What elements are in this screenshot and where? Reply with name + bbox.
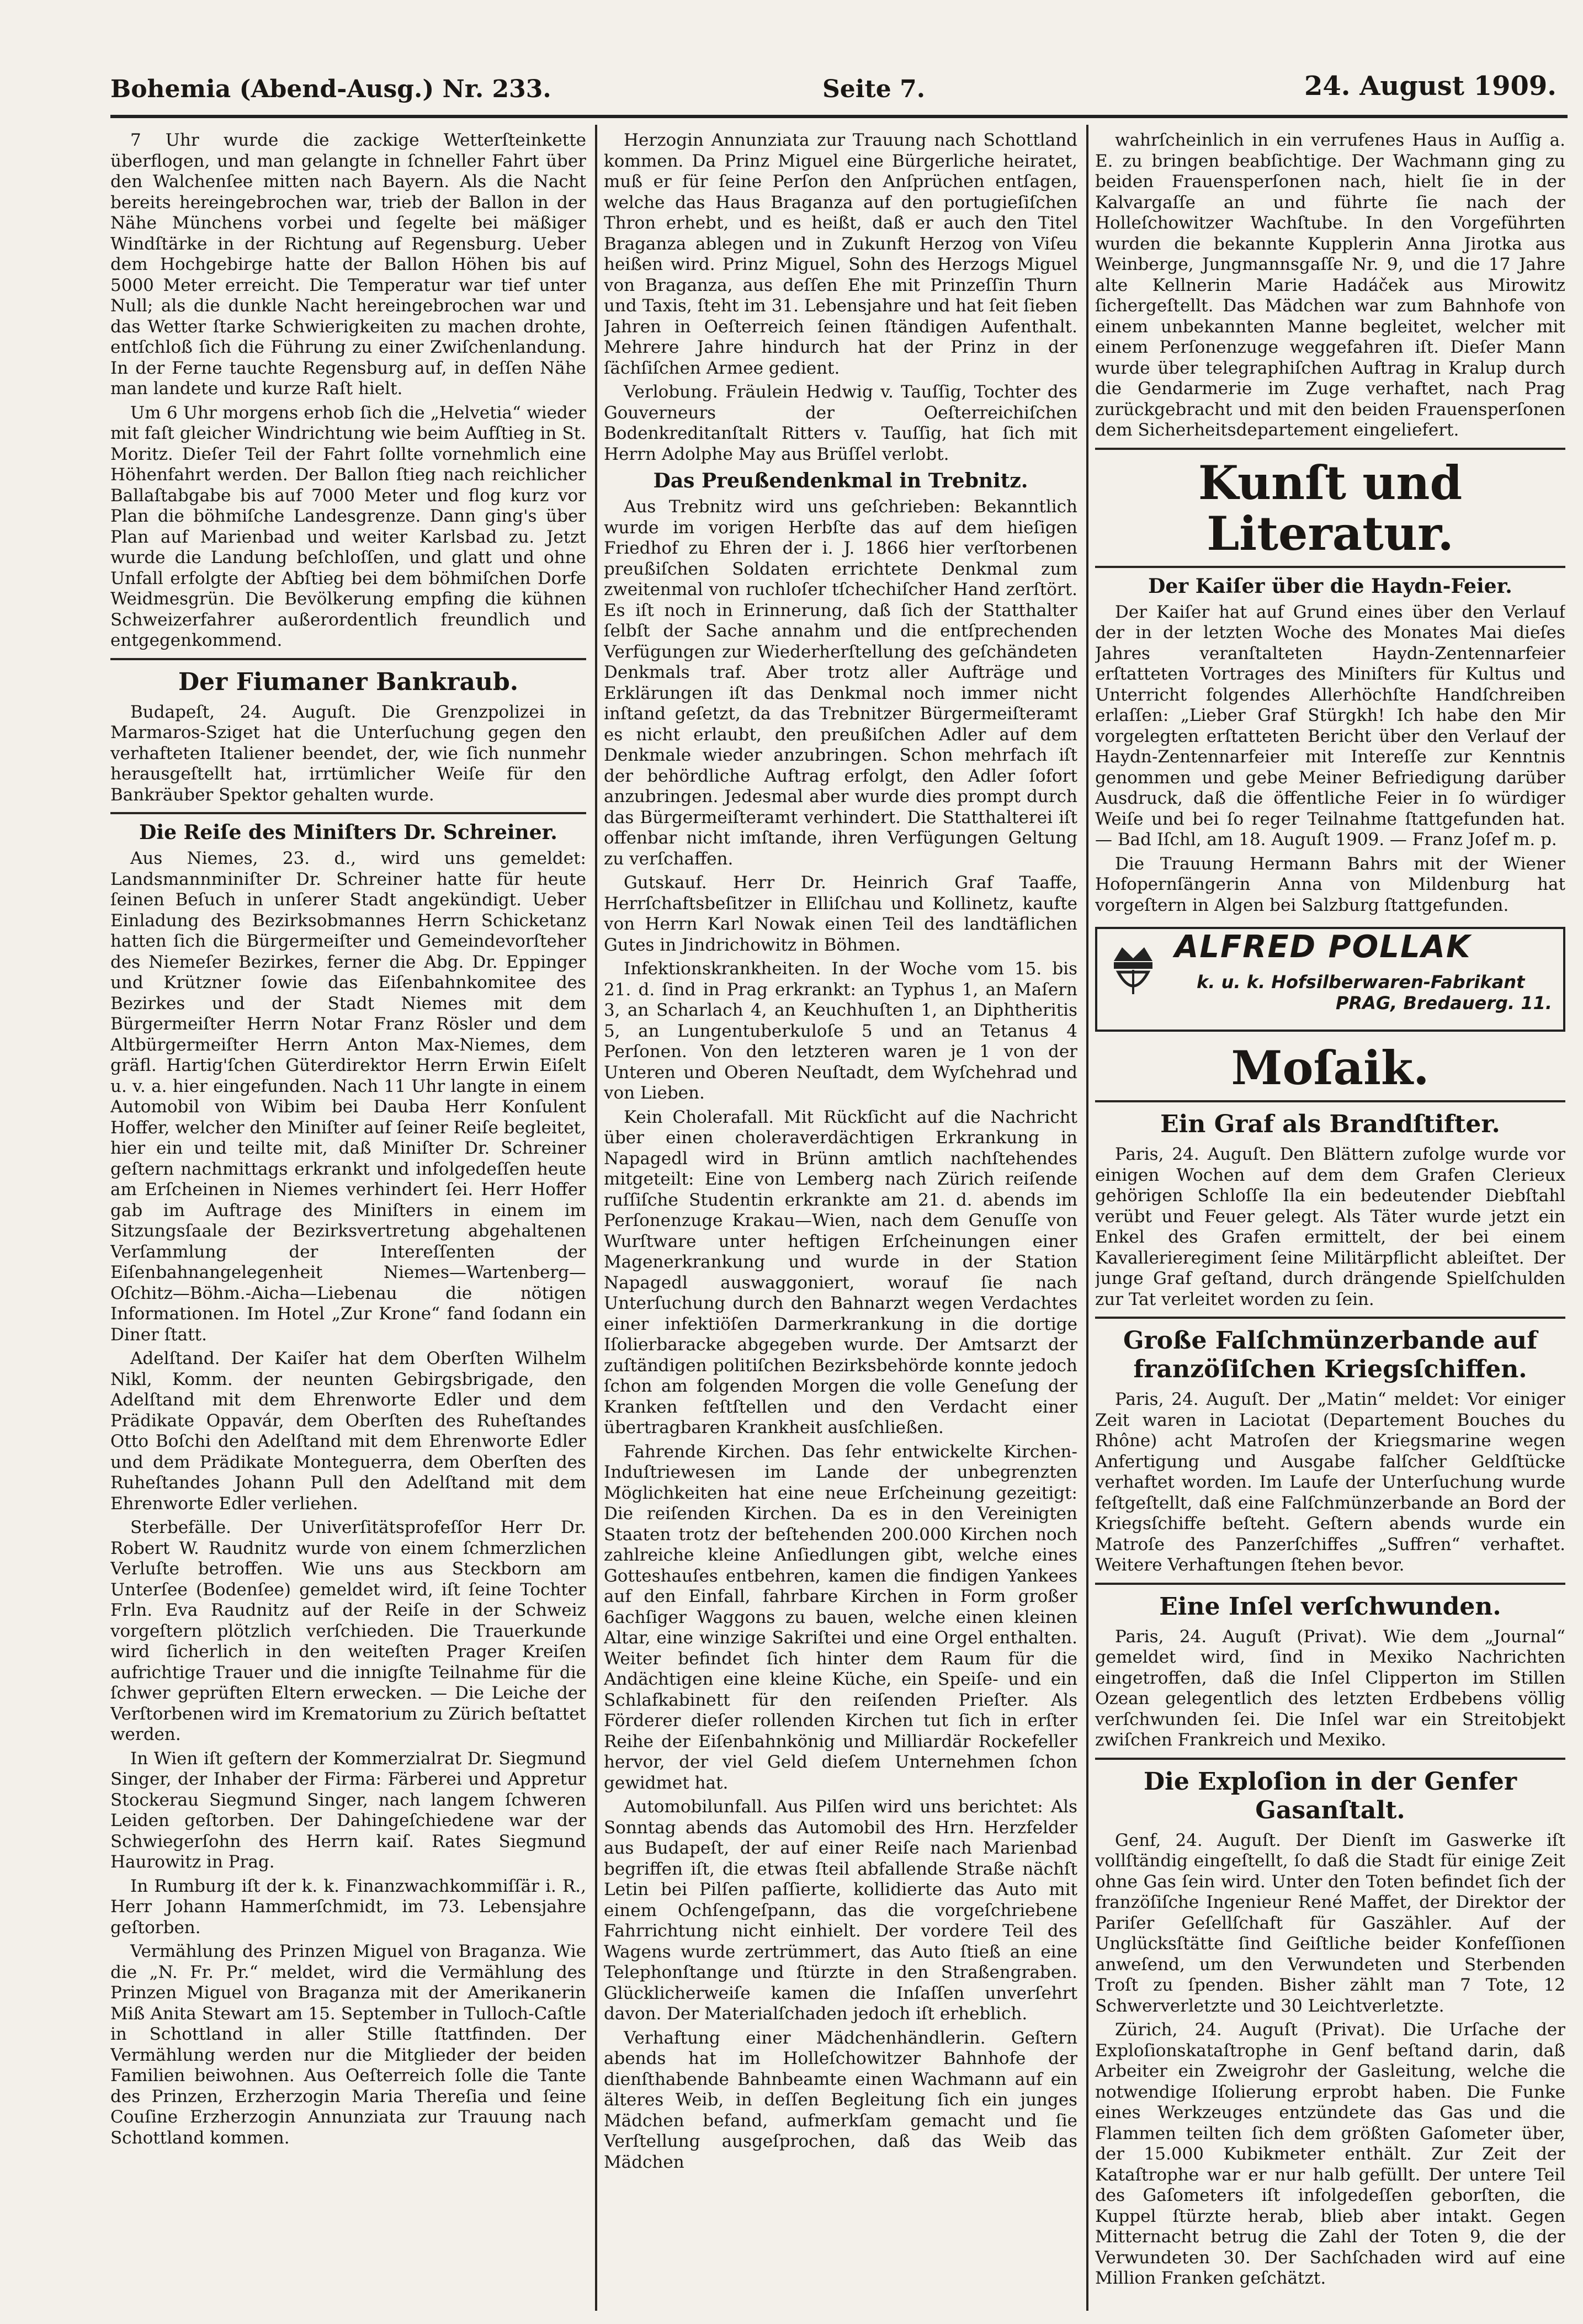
headline-graf-brandstifter: Ein Graf als Brandſtifter. bbox=[1160, 1110, 1500, 1138]
headline-preussendenkmal: Das Preußendenkmal in Trebnitz. bbox=[653, 469, 1028, 492]
article-minister-reise: Aus Niemes, 23. d., wird uns gemeldet: Landsmannminiſter Dr. Schreiner hatte für heute ſeinen Beſuch in unſerer Stadt angekündigt. Ueber Einladung des Bezirksobmannes Herrn Schicketanz hatten ſich die Bürgermeiſter und Gemeindevorſteher des Niemeſer Bezirkes, ferner die Abg. Dr. Eppinger und Krützner ſowie das Eiſenbahnkomitee des Bezirkes und der Stadt Niemes mit dem Bürgermeiſter Herrn Notar Franz Rösler und dem Altbürgermeiſter Herrn Anton Max-Niemes, dem gräfl. Hartig'ſchen Güterdirektor Herrn Erwin Eiſelt u. v. a. hier eingefunden. Nach 11 Uhr langte in einem Automobil von Wibim bei Dauba Herr Konſulent Hoffer, welcher den Miniſter auf ſeiner Reiſe begleitet, hier ein und teilte mit, daß Miniſter Dr. Schreiner geſtern nachmittags erkrankt und infolgedeſſen heute am Erſcheinen in Niemes verhindert ſei. Herr Hoffer gab im Auftrage des Miniſters in einem im Sitzungsſaale der Bezirksvertretung abgehaltenen Verſammlung der Intereſſenten der Eiſenbahnangelegenheit Niemes—Wartenberg—Oſchitz—Böhm.-Aicha—Liebenau die nötigen Informationen. Im Hotel „Zur Krone“ fand ſodann ein Diner ſtatt. bbox=[110, 848, 586, 1345]
article-fiume: Budapeſt, 24. Auguſt. Die Grenzpolizei in Marmaros-Sziget hat die Unterſuchung gegen den verhafteten Italiener beendet, der, wie ſich nunmehr herausgeſtellt hat, irrtümlicher Weiſe für den Bankräuber Spektor gehalten wurde. bbox=[110, 702, 586, 805]
column-rule-2 bbox=[1086, 125, 1088, 2311]
section-kunst-literatur: Kunſt und Literatur. bbox=[1198, 455, 1463, 561]
article-kaiser-haydn: Der Kaiſer hat auf Grund eines über den Verlauf der in der letzten Woche des Monates Mai dieſes Jahres veranſtalteten Haydn-Zentennarfeier erſtatteten Vortrages des Miniſters für Kultus und Unterricht folgendes Allerhöchſte Handſchreiben erlaſſen: „Lieber Graf Stürgkh! Ich habe den Mir vorgelegten erſtatteten Bericht über den Verlauf der Haydn-Zentennarfeier mit Intereſſe zur Kenntnis genommen und gebe Meiner Befriedigung darüber Ausdruck, daß die öffentliche Feier in ſo würdiger Weiſe und bei ſo reger Teilnahme ſtattgefunden hat. — Bad Iſchl, am 18. Auguſt 1909. — Franz Joſef m. p. bbox=[1095, 602, 1565, 850]
section-rule bbox=[110, 658, 586, 660]
article-fahrende-kirchen: Fahrende Kirchen. Das ſehr entwickelte Kirchen-Induſtriewesen im Lande der unbegrenzten Möglichkeiten hat eine neue Erſcheinung gezeitigt: Die reiſenden Kirchen. Da es in den Vereinigten Staaten trotz der beſtehenden 200.000 Kirchen noch zahlreiche kleine Anſiedlungen gibt, welche eines Gotteshauſes entbehren, kamen die findigen Yankees auf den Einfall, fahrbare Kirchen in Form großer 6achſiger Waggons zu bauen, welche einen kleinen Altar, eine winzige Sakriſtei und eine Orgel enthalten. Weiter befindet ſich hinter dem Raum für die Andächtigen eine kleine Küche, ein Speiſe- und ein Schlafkabinett für den reiſenden Prieſter. Als Förderer dieſer rollenden Kirchen tut ſich in erſter Reihe der Eiſenbahnkönig und Milliardär Rockefeller hervor, der viel Geld dieſem Unternehmen ſchon gewidmet hat. bbox=[604, 1441, 1077, 1793]
section-mosaik: Moſaik. bbox=[1231, 1041, 1430, 1095]
article-trauung-bahr: Die Trauung Hermann Bahrs mit der Wiener Hofopernſängerin Anna von Mildenburg hat vorgeſtern in Algen bei Salzburg ſtattgefunden. bbox=[1095, 853, 1565, 915]
header-rule bbox=[110, 115, 1568, 118]
article-adelstand: Adelſtand. Der Kaiſer hat dem Oberſten Wilhelm Nikl, Komm. der neunten Gebirgsbrigade, den Adelſtand mit dem Ehrenworte Edler und dem Prädikate Oppavár, dem Oberſten des Ruheſtandes Otto Boſchi den Adelſtand mit dem Ehrenworte Edler und dem Prädikate Monteguerra, dem Oberſten des Ruheſtandes Johann Pull den Adelſtand mit dem Ehrenworte Edler verliehen. bbox=[110, 1349, 586, 1514]
column-1 bbox=[110, 130, 586, 2316]
section-rule bbox=[1095, 1317, 1565, 1319]
article-graf-brandstifter: Paris, 24. Auguſt. Den Blättern zufolge wurde vor einigen Wochen auf dem dem Grafen Clerieux gehörigen Schloſſe Ila ein bedeutender Diebſtahl verübt und Feuer gelegt. Als Täter wurde jetzt ein Enkel des Grafen ermittelt, der bei einem Kavallerieregiment ſeine Militärpflicht ableiſtet. Der junge Graf geſtand, durch drängende Spielſchulden zur Tat verleitet worden zu ſein. bbox=[1095, 1144, 1565, 1309]
article-falschmuenzer: Paris, 24. Auguſt. Der „Matin“ meldet: Vor einiger Zeit waren in Laciotat (Departement Bouches du Rhône) acht Matroſen der Kriegsmarine wegen Anfertigung und Ausgabe falſcher Geldſtücke verhaftet worden. Im Laufe der Unterſuchung wurde feſtgeſtellt, daß eine Falſchmünzerbande an Bord der Kriegsſchiffe beſteht. Geſtern abends wurde ein Matroſe des Panzerſchiffes „Suffren“ verhaftet. Weitere Verhaftungen ſtehen bevor. bbox=[1095, 1389, 1565, 1575]
article-insel: Paris, 24. Auguſt (Privat). Wie dem „Journal“ gemeldet wird, ſind in Mexiko Nachrichten eingetroffen, daß die Inſel Clipperton im Stillen Ozean gelegentlich des letzten Erdbebens völlig verſchwunden ſei. Die Inſel war ein Streitobjekt zwiſchen Frankreich und Mexiko. bbox=[1095, 1626, 1565, 1750]
article-braganza-cont: Herzogin Annunziata zur Trauung nach Schottland kommen. Da Prinz Miguel eine Bürgerliche heiratet, muß er für ſeine Perſon den Anſprüchen entſagen, welche das Haus Braganza auf den portugieſiſchen Thron erhebt, und es heißt, daß er auch den Titel Braganza ablegen und in Zukunft Herzog von Viſeu heißen wird. Prinz Miguel, Sohn des Herzogs Miguel von Braganza, aus deſſen Ehe mit Prinzeſſin Thurn und Taxis, ſteht im 31. Lebensjahre und hat ſeit ſieben Jahren in Oeſterreich ſeinen ſtändigen Aufenthalt. Mehrere Jahre hindurch hat der Prinz in der ſächſiſchen Armee gedient. bbox=[604, 130, 1077, 378]
headline-falschmuenzer: Große Falſchmünzerbande auf franzöſiſchen Kriegsſchiffen. bbox=[1123, 1327, 1538, 1383]
article-gutskauf: Gutskauf. Herr Dr. Heinrich Graf Taaffe, Herrſchaftsbeſitzer in Elliſchau und Kollinetz, kaufte von Herrn Karl Nowak einen Teil des landtäflichen Gutes in Jindrichowitz in Böhmen. bbox=[604, 873, 1077, 955]
article-verhaftung: Verhaftung einer Mädchenhändlerin. Geſtern abends hat im Holleſchowitzer Bahnhofe der dienſthabende Bahnbeamte einen Wachmann auf ein älteres Weib, in deſſen Begleitung ſich ein junges Mädchen befand, aufmerkſam gemacht und ſie Verſtellung ausgeſprochen, daß das Weib das Mädchen bbox=[604, 2028, 1077, 2172]
article-rumburg: In Rumburg iſt der k. k. Finanzwachkommiſſär i. R., Herr Johann Hammerſchmidt, im 73. Lebensjahre geſtorben. bbox=[110, 1876, 586, 1938]
advertisement-pollak bbox=[1095, 927, 1565, 1032]
column-2 bbox=[604, 130, 1077, 2316]
header-issue: Bohemia (Abend-Ausg.) Nr. 233. bbox=[110, 75, 551, 103]
article-infektionskrankheiten: Infektionskrankheiten. In der Woche vom 15. bis 21. d. ſind in Prag erkrankt: an Typhus 1, an Maſern 3, an Scharlach 4, an Keuchhuſten 1, an Diphtheritis 5, an Lungentuberkuloſe 5 und an Tetanus 4 Perſonen. Von den letzteren waren je 1 von der Unteren und Oberen Neuſtadt, dem Wyſchehrad und von Lieben. bbox=[604, 959, 1077, 1103]
headline-insel: Eine Inſel verſchwunden. bbox=[1159, 1592, 1501, 1621]
column-rule-1 bbox=[595, 125, 597, 2311]
article-cholerafall: Kein Cholerafall. Mit Rückſicht auf die Nachricht über einen choleraverdächtigen Erkrankung in Napagedl wird in Brünn amtlich nachſtehendes mitgeteilt: Eine von Lemberg nach Zürich reiſende ruſſiſche Studentin erkrankte am 21. d. abends im Perſonenzuge Krakau—Wien, nach dem Genuſſe von Wurſtware unter heftigen Erſcheinungen einer Magenerkrankung und wurde in der Station Napagedl auswaggoniert, worauf ſie nach Unterſuchung durch den Bahnarzt wegen Verdachtes einer infektiöſen Darmerkrankung in die dortige Iſolierbaracke abgegeben wurde. Der Amtsarzt der zuſtändigen politiſchen Bezirksbehörde konnte jedoch ſchon am folgenden Morgen die volle Geneſung der Kranken feſtſtellen und den Verdacht einer übertragbaren Krankheit ausſchließen. bbox=[604, 1107, 1077, 1437]
headline-minister-reise: Die Reiſe des Miniſters Dr. Schreiner. bbox=[139, 821, 557, 844]
headline-genfer-gasanstalt: Die Exploſion in der Genfer Gasanſtalt. bbox=[1143, 1767, 1517, 1824]
section-rule bbox=[1095, 1758, 1565, 1760]
headline-fiume: Der Fiumaner Bankraub. bbox=[178, 667, 519, 696]
headline-kaiser-haydn: Der Kaiſer über die Haydn-Feier. bbox=[1148, 574, 1512, 598]
section-rule bbox=[1095, 1100, 1565, 1102]
column-3 bbox=[1095, 130, 1565, 2316]
section-rule bbox=[1095, 448, 1565, 450]
article-verlobung: Verlobung. Fräulein Hedwig v. Tauſſig, Tochter des Gouverneurs der Oeſterreichiſchen Bodenkreditanſtalt Ritters v. Tauſſig, hat ſich mit Herrn Adolphe May aus Brüſſel verlobt. bbox=[604, 382, 1077, 464]
page-header bbox=[110, 66, 1557, 110]
section-rule bbox=[110, 812, 586, 814]
section-rule bbox=[1095, 566, 1565, 568]
ad-company-title: k. u. k. Hofsilberwaren-Fabrikant bbox=[1197, 972, 1525, 993]
balloon-article-p2: Um 6 Uhr morgens erhob ſich die „Helvetia“ wieder mit faſt gleicher Windrichtung wie beim Aufſtieg in St. Moritz. Dieſer Teil der Fahrt ſollte vornehmlich eine Höhenfahrt werden. Der Ballon ſtieg nach reichlicher Ballaſtabgabe bis auf 7000 Meter und flog kurz vor Plan die böhmiſche Landesgrenze. Dann ging's über Plan auf Marienbad und weiter Karlsbad zu. Jetzt wurde die Landung beſchloſſen, und glatt und ohne Unfall erfolgte der Abſtieg bei dem böhmiſchen Dorfe Weidmesgrün. Die Bevölkerung empfing die kühnen Schweizerfahrer außerordentlich freundlich und entgegenkommend. bbox=[110, 402, 586, 650]
article-sterbefaelle: Sterbefälle. Der Univerſitätsprofeſſor Herr Dr. Robert W. Raudnitz wurde von einem ſchmerzlichen Verluſte betroffen. Wie uns aus Steckborn am Unterſee (Bodenſee) gemeldet wird, iſt ſeine Tochter Frln. Eva Raudnitz auf der Reiſe in der Schweiz vorgeſtern plötzlich verſchieden. Die Trauerkunde wird ſicherlich in den weiteſten Prager Kreiſen aufrichtige Trauer und die innigſte Teilnahme für die ſchwer geprüften Eltern erwecken. — Die Leiche der Verſtorbenen wird im Krematorium zu Zürich beſtattet werden. bbox=[110, 1518, 586, 1744]
balloon-article-p1: 7 Uhr wurde die zackige Wetterſteinkette überflogen, und man gelangte in ſchneller Fahrt über den Walchenſee mitten nach Bayern. Als die Nacht bereits hereingebrochen war, trieb der Ballon in der Nähe Münchens vorbei und ſegelte bei mäßiger Windſtärke in der Richtung auf Regensburg. Ueber dem Hochgebirge hatte der Ballon Höhen bis auf 5000 Meter erreicht. Die Temperatur war tief unter Null; als die dunkle Nacht hereingebrochen war und das Wetter ſtarke Schwierigkeiten zu machen drohte, entſchloß ſich die Führung zu einer Zwiſchenlandung. In der Ferne tauchte Regensburg auf, in deſſen Nähe man landete und kurze Raſt hielt. bbox=[110, 130, 586, 399]
article-automobilunfall: Automobilunfall. Aus Pilſen wird uns berichtet: Als Sonntag abends das Automobil des Hrn. Herzfelder aus Budapeſt, der auf einer Reiſe nach Marienbad begriffen iſt, die etwas ſteil abfallende Straße nächſt Letin bei Pilſen paſſierte, kollidierte das Auto mit einem Ochſengeſpann, das die vorgeſchriebene Fahrrichtung nicht einhielt. Der vordere Teil des Wagens wurde zertrümmert, das Auto ſtieß an eine Telephonſtange und ſtürzte in den Straßengraben. Glücklicherweiſe kamen die Inſaſſen unverſehrt davon. Der Materialſchaden jedoch iſt erheblich. bbox=[604, 1797, 1077, 2024]
header-date: 24. August 1909. bbox=[1304, 71, 1557, 102]
header-page-number: Seite 7. bbox=[822, 75, 926, 103]
ad-company-address: PRAG, Bredauerg. 11. bbox=[1336, 993, 1552, 1014]
article-zurich: Zürich, 24. Auguſt (Privat). Die Urſache der Exploſionskataſtrophe in Genf beſtand darin, daß Arbeiter ein Zweigrohr der Gasleitung, welche die notwendige Iſolierung erprobt haben. Die Funke eines Werkzeuges entzündete das Gas und die Flammen teilten ſich dem größten Gaſometer über, der 15.000 Kubikmeter enthält. Zur Zeit der Kataſtrophe war er nur halb gefüllt. Der untere Teil des Gaſometers iſt infolgedeſſen geborſten, die Kuppel ſtürzte herab, blieb aber intakt. Gegen Mitternacht betrug die Zahl der Toten 9, die der Verwundeten 30. Der Sachſchaden wird auf eine Million Franken geſchätzt. bbox=[1095, 2020, 1565, 2288]
article-vermaehlung: Vermählung des Prinzen Miguel von Braganza. Wie die „N. Fr. Pr.“ meldet, wird die Vermählung des Prinzen Miguel von Braganza mit der Amerikanerin Miß Anita Stewart am 15. September in Tulloch-Caſtle in Schottland in aller Stille ſtattfinden. Der Vermählung werden nur die Mitglieder der beiden Familien beiwohnen. Aus Oeſterreich ſolle die Tante des Prinzen, Erzherzogin Maria Thereſia und ſeine Couſine Erzherzogin Annunziata zur Trauung nach Schottland kommen. bbox=[110, 1941, 586, 2148]
article-verhaftung-cont: wahrſcheinlich in ein verrufenes Haus in Auſſig a. E. zu bringen beabſichtige. Der Wachmann ging zu beiden Frauensperſonen nach, hielt ſie in der Kalvargaſſe an und führte ſie nach der Holleſchowitzer Wachſtube. In den Vorgeführten wurden die bekannte Kupplerin Anna Jirotka aus Weinberge, Jungmannsgaſſe Nr. 9, und die 17 Jahre alte Kellnerin Marie Hadáček aus Mirowitz ſichergeſtellt. Das Mädchen war zum Bahnhofe von einem unbekannten Manne begleitet, welcher mit einem Perſonenzuge weggefahren iſt. Dieſer Mann wurde über telegraphiſchen Auftrag in Kralup durch die Gendarmerie im Zuge verhaftet, nach Prag zurückgebracht und mit den beiden Frauensperſonen dem Sicherheitsdepartement eingeliefert. bbox=[1095, 130, 1565, 440]
article-preussendenkmal: Aus Trebnitz wird uns geſchrieben: Bekanntlich wurde im vorigen Herbſte das auf dem hieſigen Friedhof zu Ehren der i. J. 1866 hier verſtorbenen preußiſchen Soldaten errichtete Denkmal zum zweitenmal von ruchloſer tſchechiſcher Hand zerſtört. Es iſt noch in Erinnerung, daß ſich der Statthalter ſelbſt der Sache annahm und die entſprechenden Verfügungen zur Wiederherſtellung des geſchändeten Denkmals traf. Aber trotz aller Aufträge und Erklärungen iſt das Denkmal noch immer nicht inſtand geſetzt, da das Trebnitzer Bürgermeiſteramt es nicht erlaubt, den preußiſchen Adler auf dem Denkmale wieder anzubringen. Schon mehrfach iſt der behördliche Auftrag erfolgt, den Adler ſofort anzubringen. Jedesmal aber wurde dies prompt durch das Bürgermeiſteramt verhindert. Die Statthalterei iſt offenbar nicht imſtande, ihren Verfügungen Geltung zu verſchaffen. bbox=[604, 497, 1077, 869]
section-rule bbox=[1095, 1583, 1565, 1585]
crown-logo-icon bbox=[1108, 939, 1158, 1000]
ad-company-name: ALFRED POLLAK bbox=[1175, 929, 1472, 965]
article-wien: In Wien iſt geſtern der Kommerzialrat Dr. Siegmund Singer, der Inhaber der Firma: Färberei und Appretur Stockerau Siegmund Singer, nach langem ſchweren Leiden geſtorben. Der Dahingeſchiedene war der Schwiegerſohn des Herrn kaiſ. Rates Siegmund Haurowitz in Prag. bbox=[110, 1748, 586, 1872]
article-genf: Genf, 24. Auguſt. Der Dienſt im Gaswerke iſt vollſtändig eingeſtellt, ſo daß die Stadt für einige Zeit ohne Gas ſein wird. Unter den Toten befindet ſich der franzöſiſche Ingenieur René Maffet, der Direktor der Pariſer Geſellſchaft für Gaszähler. Auf der Unglücksſtätte ſind Geiſtliche beider Konfeſſionen anweſend, um den Verwundeten und Sterbenden Troſt zu ſpenden. Bisher zählt man 7 Tote, 12 Schwerverletzte und 30 Leichtverletzte. bbox=[1095, 1830, 1565, 2016]
